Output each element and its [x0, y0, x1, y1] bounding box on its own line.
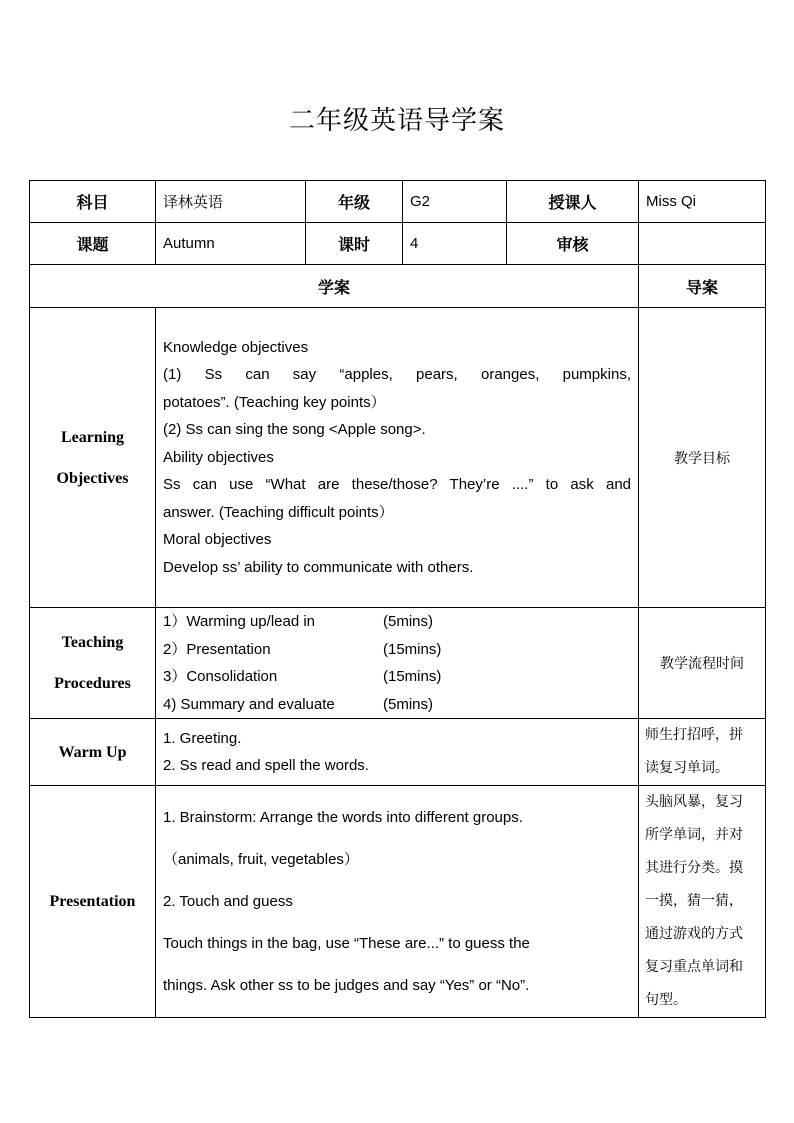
presentation-line: 2. Touch and guess: [163, 892, 293, 910]
teaching-procedures-content: [156, 608, 639, 719]
topic-value: Autumn: [156, 223, 306, 265]
subject-value: 译林英语: [156, 181, 306, 223]
presentation-label: Presentation: [30, 786, 156, 1018]
learning-label-line-2: Objectives: [56, 469, 129, 487]
objective-line: answer. (Teaching difficult points）: [163, 503, 394, 521]
presentation-line: （animals, fruit, vegetables）: [163, 850, 359, 868]
guide-plan-header: 导案: [639, 265, 766, 308]
review-label: 审核: [507, 223, 639, 265]
presentation-row: [30, 786, 766, 1018]
presentation-note-line: 一摸，猜一猜，: [645, 893, 743, 909]
objective-line: Ability objectives: [163, 448, 274, 466]
presentation-note-line: 其进行分类。摸: [645, 860, 743, 876]
presentation-note-line: 句型。: [645, 992, 687, 1008]
objective-line: Ss can use “What are these/those? They’re ....” to ask and: [163, 476, 631, 494]
learning-label-line-1: Learning: [60, 428, 125, 446]
warm-up-note-line: 师生打招呼，拼: [645, 727, 743, 743]
presentation-note-line: 头脑风暴，复习: [645, 794, 743, 810]
objective-line: Develop ss’ ability to communicate with others.: [163, 558, 474, 576]
procedure-step: 3）Consolidation (15mins): [163, 668, 442, 685]
teaching-procedures-row: [30, 608, 766, 719]
objective-line: Moral objectives: [163, 531, 272, 549]
lesson-plan-table: [29, 180, 766, 1018]
presentation-note: [639, 786, 766, 1018]
presentation-note-line: 复习重点单词和: [645, 959, 743, 975]
procedure-step: 1）Warming up/lead in (5mins): [163, 613, 434, 630]
objective-line: potatoes”. (Teaching key points）: [163, 393, 386, 411]
review-value: [639, 223, 766, 265]
presentation-line: 1. Brainstorm: Arrange the words into different groups.: [163, 808, 523, 826]
warm-up-line: 1. Greeting.: [163, 729, 242, 747]
procedure-step: 2）Presentation (15mins): [163, 640, 442, 658]
procedure-step: 4) Summary and evaluate (5mins): [163, 695, 434, 713]
teaching-procedures-label: [30, 608, 156, 719]
grade-value: G2: [403, 181, 507, 223]
teacher-label: 授课人: [507, 181, 639, 223]
presentation-line: Touch things in the bag, use “These are...” to guess the: [163, 934, 530, 952]
learning-objectives-label: [30, 308, 156, 608]
period-label: 课时: [306, 223, 403, 265]
page-title: 二年级英语导学案: [288, 106, 505, 136]
procedures-label-line-2: Procedures: [54, 675, 131, 692]
warm-up-line: 2. Ss read and spell the words.: [163, 757, 369, 774]
objective-line: (1) Ss can say “apples, pears, oranges, pumpkins,: [163, 366, 631, 384]
column-header-row: [30, 265, 766, 308]
period-value: 4: [403, 223, 507, 265]
header-row-2: [30, 223, 766, 265]
learning-objectives-content: [156, 308, 639, 608]
topic-label: 课题: [30, 223, 156, 265]
warm-up-row: [30, 719, 766, 786]
objective-line: (2) Ss can sing the song <Apple song>.: [163, 421, 426, 439]
warm-up-note: [639, 719, 766, 786]
teacher-value: Miss Qi: [639, 181, 766, 223]
warm-up-label: Warm Up: [30, 719, 156, 786]
learning-objectives-note: 教学目标: [639, 308, 766, 608]
header-row-1: [30, 181, 766, 223]
warm-up-content: [156, 719, 639, 786]
subject-label: 科目: [30, 181, 156, 223]
presentation-note-line: 通过游戏的方式: [645, 926, 743, 942]
presentation-line: things. Ask other ss to be judges and say “Yes” or “No”.: [163, 976, 530, 994]
presentation-note-line: 所学单词，并对: [645, 827, 743, 843]
warm-up-note-line: 读复习单词。: [645, 760, 729, 776]
presentation-content: [156, 786, 639, 1018]
teaching-procedures-note: 教学流程时间: [639, 608, 766, 719]
learning-objectives-row: [30, 308, 766, 608]
procedures-label-line-1: Teaching: [61, 634, 124, 651]
objective-line: Knowledge objectives: [163, 338, 309, 356]
study-plan-header: 学案: [30, 265, 639, 308]
grade-label: 年级: [306, 181, 403, 223]
